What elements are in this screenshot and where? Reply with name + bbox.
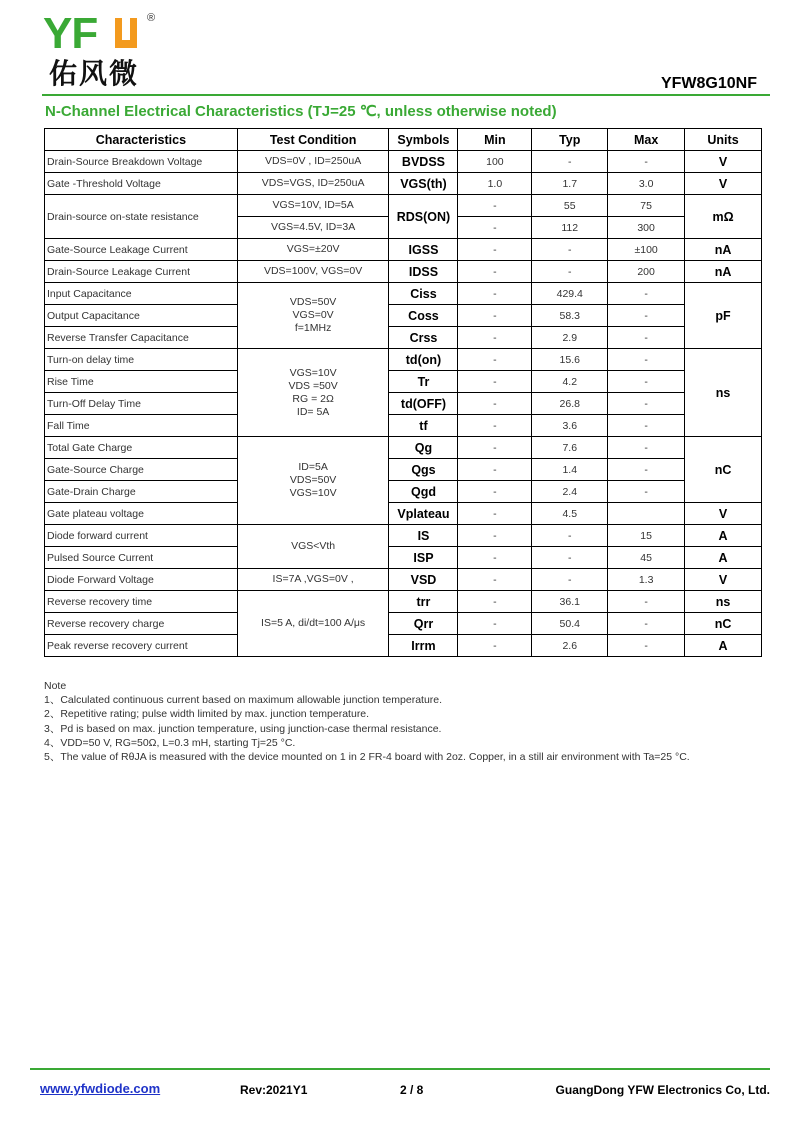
registered-mark: ® — [147, 12, 156, 24]
typ-cell: - — [532, 151, 608, 173]
condition-cell: VGS<Vth — [237, 525, 389, 569]
max-cell: 75 — [608, 195, 685, 217]
table-row — [45, 481, 762, 503]
column-header: Min — [458, 129, 532, 151]
table-row — [45, 283, 762, 305]
typ-cell: 1.7 — [532, 173, 608, 195]
max-cell: - — [608, 613, 685, 635]
unit-cell: mΩ — [685, 195, 762, 239]
condition-cell: IS=5 A, di/dt=100 A/μs — [237, 591, 389, 657]
table-row — [45, 371, 762, 393]
symbol-cell: IS — [389, 525, 458, 547]
company-name: GuangDong YFW Electronics Co, Ltd. — [555, 1083, 770, 1097]
table-row — [45, 261, 762, 283]
typ-cell: 58.3 — [532, 305, 608, 327]
column-header: Symbols — [389, 129, 458, 151]
min-cell: - — [458, 393, 532, 415]
condition-cell: IS=7A ,VGS=0V , — [237, 569, 389, 591]
typ-cell: 4.5 — [532, 503, 608, 525]
condition-cell: VDS=50V VGS=0V f=1MHz — [237, 283, 389, 349]
table-row — [45, 327, 762, 349]
unit-cell: nA — [685, 261, 762, 283]
typ-cell: - — [532, 239, 608, 261]
condition-cell: VDS=100V, VGS=0V — [237, 261, 389, 283]
table-row — [45, 305, 762, 327]
min-cell: - — [458, 195, 532, 217]
table-row — [45, 437, 762, 459]
logo-chinese-name: 佑风微 — [49, 57, 140, 90]
typ-cell: 15.6 — [532, 349, 608, 371]
condition-cell: VDS=VGS, ID=250uA — [237, 173, 389, 195]
table-row — [45, 393, 762, 415]
typ-cell: 4.2 — [532, 371, 608, 393]
characteristic-cell: Gate-Drain Charge — [45, 481, 238, 503]
unit-cell: V — [685, 173, 762, 195]
characteristic-cell: Drain-source on-state resistance — [45, 195, 238, 239]
typ-cell: - — [532, 547, 608, 569]
typ-cell: 50.4 — [532, 613, 608, 635]
min-cell: - — [458, 261, 532, 283]
symbol-cell: RDS(ON) — [389, 195, 458, 239]
part-number: YFW8G10NF — [660, 75, 757, 92]
header-divider — [42, 94, 770, 96]
min-cell: - — [458, 283, 532, 305]
characteristic-cell: Rise Time — [45, 371, 238, 393]
characteristic-cell: Diode forward current — [45, 525, 238, 547]
min-cell: - — [458, 459, 532, 481]
min-cell: - — [458, 327, 532, 349]
table-row — [45, 415, 762, 437]
min-cell: - — [458, 503, 532, 525]
max-cell: - — [608, 393, 685, 415]
unit-cell: A — [685, 525, 762, 547]
max-cell: 45 — [608, 547, 685, 569]
column-header: Max — [608, 129, 685, 151]
symbol-cell: Qg — [389, 437, 458, 459]
unit-cell: V — [685, 151, 762, 173]
min-cell: - — [458, 591, 532, 613]
characteristic-cell: Diode Forward Voltage — [45, 569, 238, 591]
unit-cell: pF — [685, 283, 762, 349]
max-cell: 1.3 — [608, 569, 685, 591]
min-cell: - — [458, 437, 532, 459]
max-cell: - — [608, 349, 685, 371]
symbol-cell: td(OFF) — [389, 393, 458, 415]
table-row — [45, 151, 762, 173]
symbol-cell: Ciss — [389, 283, 458, 305]
note-item: 4、VDD=50 V, RG=50Ω, L=0.3 mH, starting Tj=25 °C. — [44, 736, 296, 749]
typ-cell: 2.6 — [532, 635, 608, 657]
footer-divider — [30, 1068, 770, 1070]
unit-cell: nA — [685, 239, 762, 261]
characteristic-cell: Gate-Source Leakage Current — [45, 239, 238, 261]
page-number: 2 / 8 — [400, 1083, 424, 1097]
website-link[interactable]: www.yfwdiode.com — [40, 1081, 161, 1096]
typ-cell: 429.4 — [532, 283, 608, 305]
characteristic-cell: Input Capacitance — [45, 283, 238, 305]
table-row — [45, 239, 762, 261]
characteristic-cell: Drain-Source Leakage Current — [45, 261, 238, 283]
max-cell: 300 — [608, 217, 685, 239]
characteristic-cell: Total Gate Charge — [45, 437, 238, 459]
typ-cell: 55 — [532, 195, 608, 217]
characteristic-cell: Drain-Source Breakdown Voltage — [45, 151, 238, 173]
unit-cell: V — [685, 569, 762, 591]
max-cell: ±100 — [608, 239, 685, 261]
condition-cell: VGS=±20V — [237, 239, 389, 261]
table-row — [45, 591, 762, 613]
max-cell: - — [608, 305, 685, 327]
revision-label: Rev:2021Y1 — [240, 1083, 308, 1097]
characteristic-cell: Pulsed Source Current — [45, 547, 238, 569]
unit-cell: V — [685, 503, 762, 525]
note-item: 2、Repetitive rating; pulse width limited by max. junction temperature. — [44, 708, 370, 721]
table-row — [45, 547, 762, 569]
unit-cell: ns — [685, 591, 762, 613]
unit-cell: ns — [685, 349, 762, 437]
symbol-cell: Qgs — [389, 459, 458, 481]
max-cell: - — [608, 415, 685, 437]
min-cell: 1.0 — [458, 173, 532, 195]
table-row — [45, 459, 762, 481]
max-cell: 200 — [608, 261, 685, 283]
typ-cell: 36.1 — [532, 591, 608, 613]
typ-cell: 112 — [532, 217, 608, 239]
max-cell: 3.0 — [608, 173, 685, 195]
typ-cell: - — [532, 261, 608, 283]
unit-cell: nC — [685, 613, 762, 635]
min-cell: - — [458, 371, 532, 393]
typ-cell: - — [532, 525, 608, 547]
characteristic-cell: Gate -Threshold Voltage — [45, 173, 238, 195]
notes-heading: Note — [44, 680, 67, 692]
note-item: 5、The value of RθJA is measured with the device mounted on 1 in 2 FR-4 board with 2oz. Copper, in a still air environment with Ta=25 °C. — [44, 751, 690, 764]
min-cell: - — [458, 525, 532, 547]
symbol-cell: td(on) — [389, 349, 458, 371]
characteristic-cell: Reverse Transfer Capacitance — [45, 327, 238, 349]
typ-cell: - — [532, 569, 608, 591]
characteristic-cell: Turn-Off Delay Time — [45, 393, 238, 415]
characteristic-cell: Reverse recovery charge — [45, 613, 238, 635]
symbol-cell: Crss — [389, 327, 458, 349]
max-cell: - — [608, 459, 685, 481]
symbol-cell: tf — [389, 415, 458, 437]
table-row — [45, 349, 762, 371]
condition-cell: ID=5A VDS=50V VGS=10V — [237, 437, 389, 525]
table-header-row — [45, 129, 762, 151]
symbol-cell: VSD — [389, 569, 458, 591]
max-cell: 15 — [608, 525, 685, 547]
note-item: 1、Calculated continuous current based on maximum allowable junction temperature. — [44, 694, 443, 707]
characteristic-cell: Output Capacitance — [45, 305, 238, 327]
column-header: Test Condition — [237, 129, 389, 151]
symbol-cell: Vplateau — [389, 503, 458, 525]
symbol-cell: trr — [389, 591, 458, 613]
characteristic-cell: Reverse recovery time — [45, 591, 238, 613]
typ-cell: 26.8 — [532, 393, 608, 415]
typ-cell: 2.9 — [532, 327, 608, 349]
characteristic-cell: Gate plateau voltage — [45, 503, 238, 525]
table-row — [45, 613, 762, 635]
condition-cell: VGS=10V VDS =50V RG = 2Ω ID= 5A — [237, 349, 389, 437]
max-cell — [608, 503, 685, 525]
symbol-cell: ISP — [389, 547, 458, 569]
unit-cell: A — [685, 547, 762, 569]
unit-cell: A — [685, 635, 762, 657]
min-cell: - — [458, 217, 532, 239]
max-cell: - — [608, 437, 685, 459]
characteristic-cell: Turn-on delay time — [45, 349, 238, 371]
max-cell: - — [608, 151, 685, 173]
typ-cell: 3.6 — [532, 415, 608, 437]
condition-cell: VGS=10V, ID=5A — [237, 195, 389, 217]
table-row — [45, 525, 762, 547]
section-title: N-Channel Electrical Characteristics (TJ=25 ℃, unless otherwise noted) — [45, 103, 557, 120]
typ-cell: 1.4 — [532, 459, 608, 481]
max-cell: - — [608, 591, 685, 613]
min-cell: 100 — [458, 151, 532, 173]
column-header: Characteristics — [45, 129, 238, 151]
characteristic-cell: Fall Time — [45, 415, 238, 437]
characteristic-cell: Gate-Source Charge — [45, 459, 238, 481]
min-cell: - — [458, 239, 532, 261]
table-row — [45, 503, 762, 525]
max-cell: - — [608, 481, 685, 503]
symbol-cell: Irrm — [389, 635, 458, 657]
characteristic-cell: Peak reverse recovery current — [45, 635, 238, 657]
max-cell: - — [608, 371, 685, 393]
table-row — [45, 635, 762, 657]
max-cell: - — [608, 635, 685, 657]
symbol-cell: VGS(th) — [389, 173, 458, 195]
symbol-cell: Coss — [389, 305, 458, 327]
condition-cell: VGS=4.5V, ID=3A — [237, 217, 389, 239]
company-logo — [43, 9, 163, 97]
min-cell: - — [458, 305, 532, 327]
min-cell: - — [458, 569, 532, 591]
electrical-characteristics-table — [44, 128, 762, 657]
min-cell: - — [458, 613, 532, 635]
typ-cell: 2.4 — [532, 481, 608, 503]
table-row — [45, 173, 762, 195]
symbol-cell: Tr — [389, 371, 458, 393]
table-row — [45, 195, 762, 217]
unit-cell: nC — [685, 437, 762, 503]
logo-text: YF — [43, 9, 98, 58]
column-header: Units — [685, 129, 762, 151]
table-row — [45, 569, 762, 591]
note-item: 3、Pd is based on max. junction temperature, using junction-case thermal resistance. — [44, 722, 442, 735]
logo-u-mark — [113, 18, 139, 50]
min-cell: - — [458, 635, 532, 657]
column-header: Typ — [532, 129, 608, 151]
symbol-cell: Qgd — [389, 481, 458, 503]
symbol-cell: BVDSS — [389, 151, 458, 173]
condition-cell: VDS=0V , ID=250uA — [237, 151, 389, 173]
min-cell: - — [458, 415, 532, 437]
typ-cell: 7.6 — [532, 437, 608, 459]
min-cell: - — [458, 481, 532, 503]
symbol-cell: IDSS — [389, 261, 458, 283]
symbol-cell: IGSS — [389, 239, 458, 261]
min-cell: - — [458, 547, 532, 569]
notes-section — [44, 679, 690, 764]
min-cell: - — [458, 349, 532, 371]
symbol-cell: Qrr — [389, 613, 458, 635]
max-cell: - — [608, 283, 685, 305]
max-cell: - — [608, 327, 685, 349]
